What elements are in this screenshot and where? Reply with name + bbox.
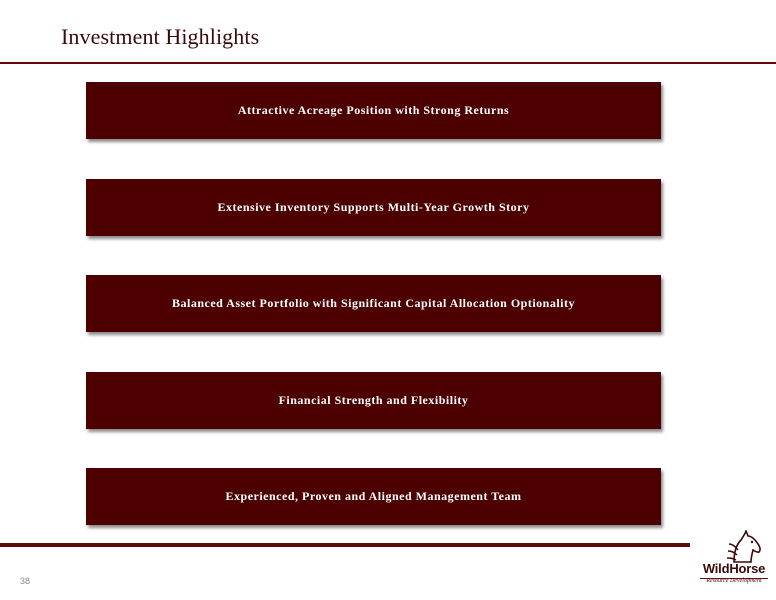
highlight-box-3: Balanced Asset Portfolio with Significant Capital Allocation Optionality: [86, 275, 661, 332]
page-number: 38: [20, 576, 31, 586]
footer-divider: [0, 543, 690, 547]
title-divider: [0, 62, 776, 64]
highlight-box-1: Attractive Acreage Position with Strong Returns: [86, 82, 661, 139]
logo-wordmark: WildHorse: [702, 561, 766, 576]
highlight-box-2: Extensive Inventory Supports Multi-Year Growth Story: [86, 179, 661, 236]
logo-tagline: Resource Development: [706, 578, 762, 584]
horse-head-icon: [724, 530, 764, 564]
page-title: Investment Highlights: [61, 24, 260, 49]
highlight-box-5: Experienced, Proven and Aligned Management Team: [86, 468, 661, 525]
highlight-box-4: Financial Strength and Flexibility: [86, 372, 661, 429]
company-logo: [694, 530, 774, 592]
